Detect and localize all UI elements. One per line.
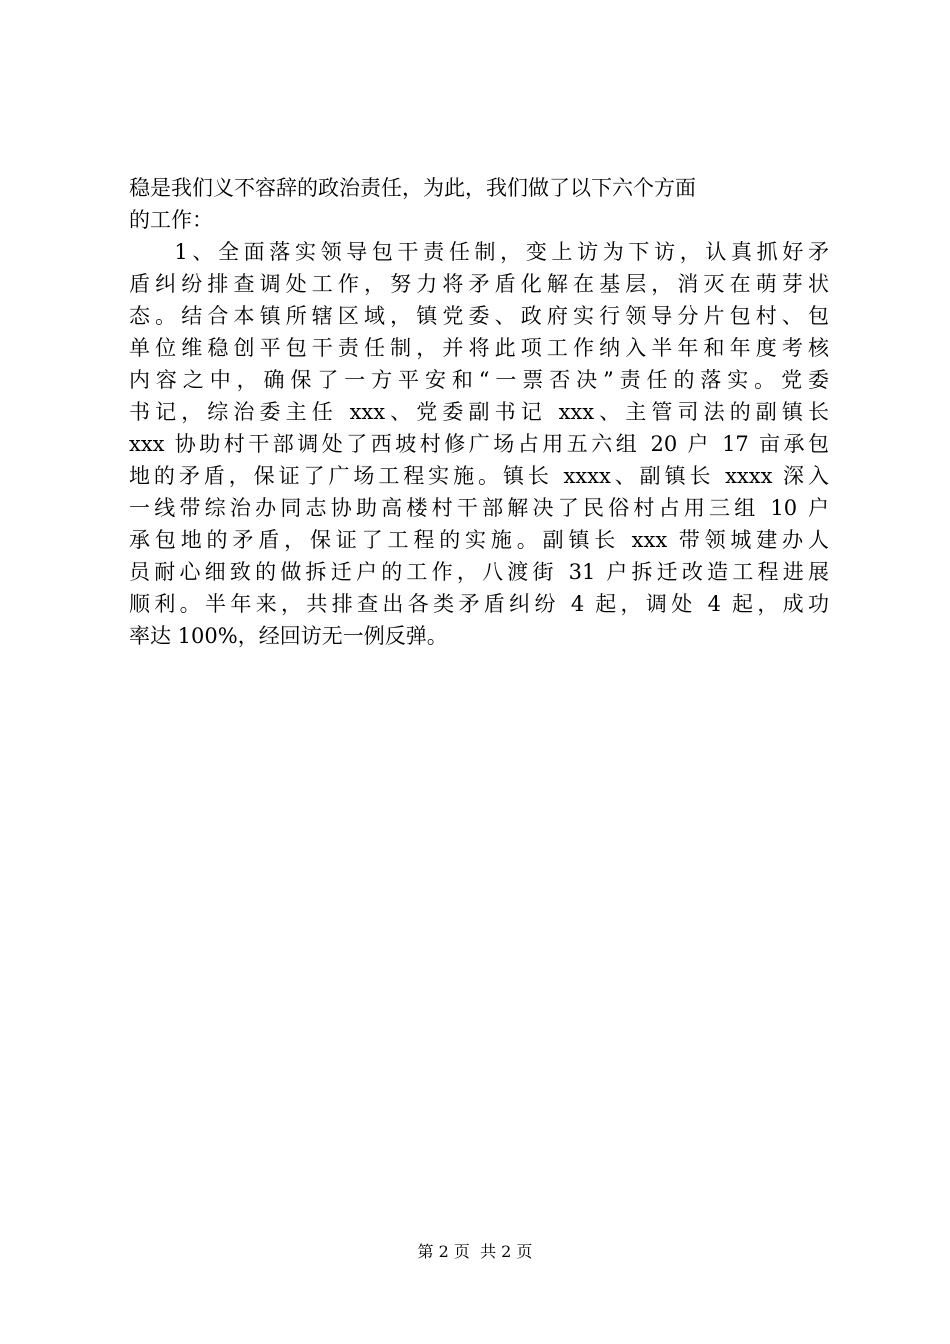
text-line: 内容之中，确保了一方平安和“一票否决”责任的落实。党委 [129, 368, 829, 392]
text-line: 书记，综治委主任 xxx、党委副书记 xxx、主管司法的副镇长 [129, 400, 829, 424]
text-line: 率达 100%，经回访无一例反弹。 [129, 624, 448, 648]
text-line: 一线带综治办同志协助高楼村干部解决了民俗村占用三组 10 户 [129, 496, 829, 520]
text-line: xxx 协助村干部调处了西坡村修广场占用五六组 20 户 17 亩承包 [129, 432, 829, 456]
text-line: 稳是我们义不容辞的政治责任，为此，我们做了以下六个方面 [129, 176, 696, 200]
page-number-footer: 第 2 页 共 2 页 [417, 1242, 533, 1261]
text-line: 态。结合本镇所辖区域，镇党委、政府实行领导分片包村、包 [129, 304, 829, 328]
text-line: 员耐心细致的做拆迁户的工作，八渡街 31 户拆迁改造工程进展 [129, 560, 829, 584]
text-line: 1、全面落实领导包干责任制，变上访为下访，认真抓好矛 [129, 240, 829, 264]
body-text [129, 172, 829, 652]
text-line: 盾纠纷排查调处工作，努力将矛盾化解在基层，消灭在萌芽状 [129, 272, 829, 296]
text-line: 承包地的矛盾，保证了工程的实施。副镇长 xxx 带领城建办人 [129, 528, 829, 552]
text-line: 的工作： [129, 208, 213, 232]
text-line: 单位维稳创平包干责任制，并将此项工作纳入半年和年度考核 [129, 336, 829, 360]
text-line: 地的矛盾，保证了广场工程实施。镇长 xxxx、副镇长 xxxx 深入 [129, 464, 829, 488]
text-line: 顺利。半年来，共排查出各类矛盾纠纷 4 起，调处 4 起，成功 [129, 592, 829, 616]
